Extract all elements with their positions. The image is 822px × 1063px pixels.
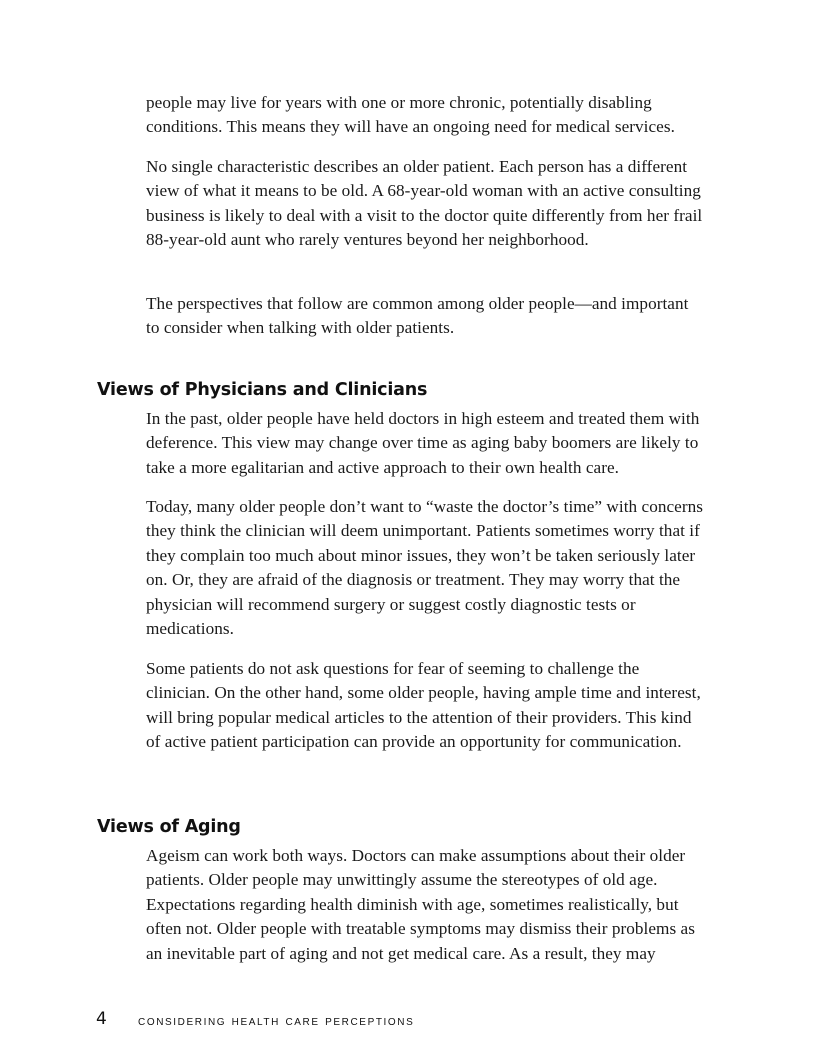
physicians-paragraph-1: In the past, older people have held doctors in high esteem and treated them with deference. This view may change over time as aging baby boomers are likely to take a more egalitarian and active approach to their own health care.	[146, 409, 700, 477]
section-heading-physicians: Views of Physicians and Clinicians	[97, 380, 428, 400]
intro-paragraph-3: The perspectives that follow are common among older people—and important to consider when talking with older patients.	[146, 294, 689, 338]
physicians-paragraph-3: Some patients do not ask questions for fear of seeming to challenge the clinician. On the other hand, some older people, having ample time and interest, will bring popular medical articles to the attention of their providers. This kind of active patient participation can provide an opportunity for communication.	[146, 659, 701, 752]
section-heading-aging: Views of Aging	[97, 817, 241, 837]
intro-paragraph-2: No single characteristic describes an older patient. Each person has a different view of what it means to be old. A 68-year-old woman with an active consulting business is likely to deal with a visit to the doctor quite differently from her frail 88-year-old aunt who rarely ventures beyond her neighborhood.	[146, 157, 703, 250]
aging-paragraph-1: Ageism can work both ways. Doctors can make assumptions about their older patients. Older people may unwittingly assume the stereotypes of old age. Expectations regarding health diminish with age, sometimes realistically, but often not. Older people with treatable symptoms may dismiss their problems as an inevitable part of aging and not get medical care. As a result, they may	[146, 846, 695, 963]
page-number: 4	[96, 1009, 107, 1029]
physicians-paragraph-2: Today, many older people don’t want to “waste the doctor’s time” with concerns they think the clinician will deem unimportant. Patients sometimes worry that if they complain too much about minor issues, they won’t be taken seriously later on. Or, they are afraid of the diagnosis or treatment. They may worry that the physician will recommend surgery or suggest costly diagnostic tests or medications.	[146, 497, 703, 639]
intro-paragraph-1: people may live for years with one or more chronic, potentially disabling conditions. This means they will have an ongoing need for medical services.	[146, 93, 675, 137]
running-footer-title: considering health care perceptions	[138, 1012, 415, 1028]
